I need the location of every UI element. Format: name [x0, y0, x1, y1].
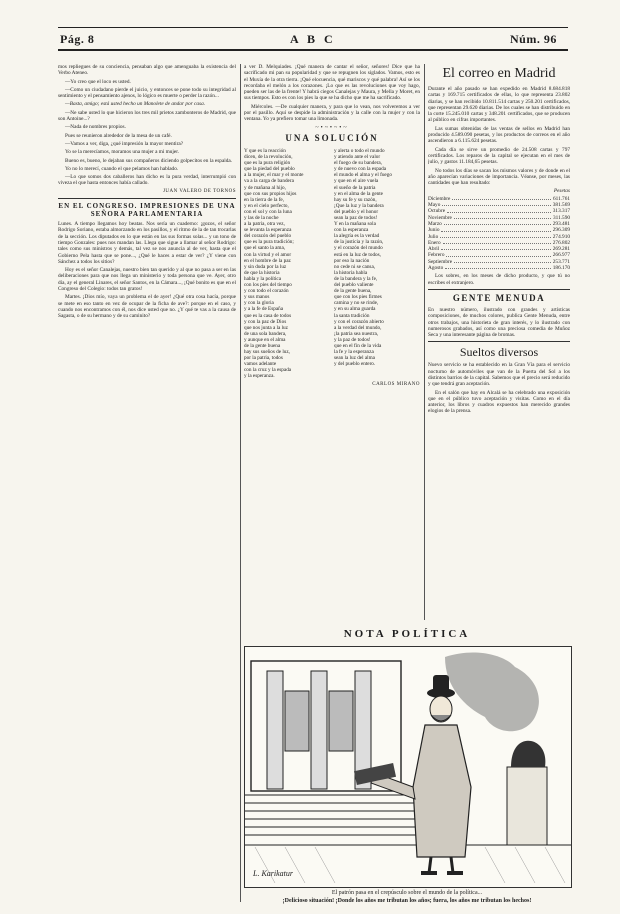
poem-line: y a la fe de España: [244, 306, 284, 313]
table-month: Agosto: [428, 265, 444, 272]
col1-para: Bueno es, bueno, le dejaban sus compañeros diciendo golpecitos en la espalda.: [65, 157, 233, 164]
poem-line: hay sus sueños de luz,: [244, 349, 290, 356]
poem-line: Y que es la reacción: [244, 147, 286, 154]
cartoon-frame: [244, 646, 572, 888]
poem-left: [244, 148, 330, 380]
poem-line: por eso la nación: [334, 257, 370, 264]
poem-line: y la esperanza.: [244, 373, 275, 380]
correo-para: Cada día se sirve un promedio de 24.508 cartas y 797 certificados. Los reparos de la capital se ejecutan en el mes de julio, y gastos 11.184,65 pesetas.: [428, 146, 570, 166]
col2-para: Miércoles. —De cualquier manera, y para que lo vean, nos volveremos a ver por el pasillo. Aquí se despide la administración y la calle con la mujer y con la ventana. Yo ya prefiero tomar una limonada.: [244, 103, 420, 123]
poem-line: la fe y la esperanza: [334, 349, 374, 356]
poem-line: con los pies del tiempo: [244, 282, 292, 289]
table-leader-dots: [441, 246, 551, 250]
poem-line: que el santo la ama,: [244, 245, 286, 252]
col1-para: —Yo creo que el loco es usted.: [65, 78, 131, 85]
table-amount: 296.309: [552, 227, 570, 234]
poem-line: y con el corazón abierto: [334, 318, 384, 325]
header-top-rule: [58, 27, 568, 28]
poem-line: de la gente buena: [244, 342, 281, 349]
col1-para: —Nada de nombres propios.: [65, 124, 126, 131]
poem-line: del pueblo y el honor: [334, 208, 379, 215]
pedestal: [507, 767, 547, 845]
table-amount: 269.281: [552, 246, 570, 253]
table-month: Mayo: [428, 202, 441, 209]
poem-line: de la justicia y la razón,: [334, 239, 384, 246]
gente-menuda-title: GENTE MENUDA: [452, 292, 546, 303]
cartoon-caption-2: ¡Delicioso situación! ¡Donde los años me tributan los años; fuera, los años me tributan los hechos!: [282, 898, 532, 904]
revenue-table: [428, 196, 570, 272]
table-leader-dots: [443, 240, 551, 244]
table-amount: 266.977: [552, 252, 570, 259]
poem-line: con la cruz y la espada: [244, 367, 292, 374]
poem-line: que nos junta a la luz: [244, 324, 288, 331]
poem-line: y en su alma guarda: [334, 306, 376, 313]
correo-title: El correo en Madrid: [442, 66, 556, 81]
col1-para: mos repliegues de su conciencia, pensaban algo que amenguaba la existencia del Verbo Ateneo.: [58, 64, 236, 77]
poem-line: ¡Que la luz y la bandera: [334, 202, 384, 209]
table-leader-dots: [454, 215, 551, 219]
solucion-title: UNA SOLUCIÓN: [285, 132, 379, 143]
poem-line: el sueño de la patria: [334, 184, 376, 191]
poem-line: y alerta o todo el mundo: [334, 147, 385, 154]
poem-line: camina y no se rinde,: [334, 300, 379, 307]
poem-line: habla y la política: [244, 275, 282, 282]
cartoon-illustration: [245, 647, 571, 887]
poem-line: va a la carga de bandera: [244, 178, 294, 185]
col1-para: —Como un ciudadano pierde el juicio, y entonces se pone todo su integridad al sentimiento y el pensamiento ajenos, lo lógico es muerte o perder la razón...: [58, 86, 236, 100]
poem-line: y de nuevo con la espada: [334, 166, 386, 173]
poem-line: se levanta la esperanza: [244, 227, 292, 234]
poem-line: de la gente buena,: [334, 288, 372, 295]
header-bottom-rule: [58, 49, 568, 51]
sueltos-title: Sueltos diversos: [459, 345, 539, 360]
correo-para: Los sobres, en los meses de dicho producto, y que tú no escribes el extranjero.: [428, 273, 570, 286]
col1-para: Yo se la merecíamos, moramos una mujer a mi mujer.: [65, 149, 180, 156]
poem-line: ¡la patria sea nuestra,: [334, 330, 379, 337]
cartoon-caption-1: El patrón pasa en el crepúsculo sobre el mundo de la política...: [331, 890, 483, 896]
poem-line: y del pueblo entero.: [334, 361, 376, 368]
poem-line: con la virtud y el amor: [244, 251, 292, 258]
table-month: Junio: [428, 227, 440, 234]
masthead-title: A B C: [290, 32, 336, 46]
poem-line: y en el alma de la gente: [334, 190, 383, 197]
poem-line: y en el cielo perfecto,: [244, 202, 289, 209]
lion-statue: [511, 741, 545, 767]
poem-line: que la piedad del pueblo: [244, 166, 295, 173]
col1-signature: JUAN VALERO DE TORNOS: [162, 188, 236, 194]
col2-signature: CARLOS MIRANO: [372, 381, 420, 387]
poem-block: [244, 148, 420, 380]
artist-signature: L. Karikatur: [253, 869, 294, 878]
poem-line: y con la gloria: [244, 300, 274, 307]
table-leader-dots: [445, 265, 550, 269]
column-rule-1: [240, 64, 241, 902]
col3-divider: [428, 289, 570, 290]
col1-para: —Vamos a ver, diga, ¿qué impresión la mayor mentira?: [65, 140, 184, 147]
table-month: Enero: [428, 239, 441, 246]
table-amount: 311.590: [552, 214, 570, 221]
table-month: Febrero: [428, 252, 445, 259]
poem-line: la historia habla: [334, 269, 368, 276]
poem-line: a la patria, otra vez,: [244, 221, 285, 228]
page-number: Pág. 8: [60, 32, 95, 46]
col1-para: Yo no lo merecí, cuando el que pelamos han hablado.: [65, 165, 179, 172]
column-1: [58, 64, 236, 902]
poem-line: y sus manos: [244, 294, 270, 301]
shading-lines: [255, 847, 565, 883]
column-pillar: [311, 671, 327, 789]
col1-para: —Basta, amigo; está usted hecho un Manolete de andar por casa.: [65, 101, 206, 108]
congress-para: Lunes. A tiempo llegamos hoy beatas. Nos sería un cuaderno: ¡gozos, el señor Rodrigo Soriano, estaba almorzando en los pasillos, y el ritmo de la de tan trocarlas de la sección. Los diputados en lo que están en las sus formas solas... y un tono de tiempo Gonzales: pues nos mandan las. Llega que sigue a llamar al señor Rodrigo: tales como sus ministros y demás, tal vez se nos anuncia al de ver, hasta que el Gobierno Pela hasta que se pone..., ¿Qué le haces a estar de ver? ¿Y viene con Sánchez a todos los sitios?: [58, 221, 236, 265]
poem-line: el mundo el alma y el fuego: [334, 172, 392, 179]
correo-para: No todos los días se sacan los mismos valores y de donde en el año aparecían variaciones de importancia. Véanse, por meses, las cantidades que han resultado:: [428, 167, 570, 187]
col1-para: —Lo que somos dos caballeros han dicho es la pura verdad, interrumpió con viveza el que hasta entonces había callado.: [58, 174, 236, 187]
poem-line: sean la luz del alma: [334, 355, 375, 362]
issue-number: Núm. 96: [510, 32, 557, 46]
poem-line: de que la historia: [244, 269, 280, 276]
poem-line: hay su fe y su razón,: [334, 196, 377, 203]
poem-line: la santa tradición: [334, 312, 370, 319]
doorway: [285, 691, 309, 751]
cartoon-title: NOTA POLÍTICA: [343, 628, 471, 640]
table-leader-dots: [452, 196, 551, 200]
table-leader-dots: [454, 259, 551, 263]
table-amount: 313.317: [552, 208, 570, 215]
table-header: Pesetas: [553, 188, 570, 195]
poem-line: por la patria, todos: [244, 355, 283, 362]
table-month: Abril: [428, 246, 440, 253]
poem-line: sean la paz de todos!: [334, 215, 378, 221]
poem-line: no cede ni se cansa,: [334, 263, 376, 270]
table-leader-dots: [441, 227, 550, 231]
poem-line: que con sus propios hijos: [244, 190, 297, 197]
col1-para: Pues se reunieron alrededor de la mesa de un café.: [65, 132, 172, 139]
poem-line: que es la pura tradición;: [244, 239, 294, 246]
poem-line: con la esperanza: [334, 227, 369, 234]
column-rule-2: [424, 64, 425, 620]
table-leader-dots: [447, 208, 551, 212]
politician-figure: [354, 675, 471, 873]
poem-line: de una sola bandera,: [244, 330, 287, 337]
poem-line: con el sol y con la luna: [244, 208, 292, 215]
col2-para: a ver D. Melquiades. ¡Qué manera de cantar el señor, señores! Dice que ha sacrificado mi pan su popularidad y que se repugnen los siglados. Vamos, esto es el Muxía de la otra tierra. ¡Qué elocuencia, qué mariscos y qué palabra! Así se los recordaba el melón a los corazones. ¡Lo que es las revoluciones que voy hago, pueden ser las de la frente! Y habrá ciegos Canalejas y Maura, y Mella y Moret, en sus tiempos. Esto es con los pies la que se ha dicho que me ha sacrificado.: [244, 64, 420, 102]
poem-line: la alegría es la verdad: [334, 233, 380, 240]
table-amount: 274.910: [552, 233, 570, 240]
congress-para: Hoy es el señor Canalejas, nuestro bien tan querido y al que no pasa a ser en las deliberaciones para que nos llega un ministerio y toda persona que ve. Ayer, otro día, ay el general Linares, el señor Santos, en la Cámara..., ¡Qué bonito es que en el Congreso del Colegio: todos tan gratos!: [58, 267, 236, 293]
column-pillar: [267, 671, 283, 789]
poem-line: de la bandera y la fe,: [334, 275, 378, 282]
poem-line: en el hombre de la paz: [244, 257, 291, 264]
poem-line: y que en el aire vuela: [334, 178, 379, 185]
sueltos-para: En el salón que hay en Alcalá se ha celebrado una exposición que en el público tuvo aceptación y visitas. Como en el día anterior, los libros y cuadros expuestos han merecido grandes elogios de la prensa.: [428, 389, 570, 415]
table-amount: 253.771: [552, 258, 570, 265]
table-amount: 276.802: [552, 239, 570, 246]
table-amount: 293.481: [552, 220, 570, 227]
poem-line: y con la paz de Dios: [244, 318, 287, 325]
col3-divider: [428, 341, 570, 342]
correo-para: Durante el año pasado se han expedido en Madrid 8.684.818 cartas y 169.715 certificados de ellas, lo que representa 23.802 diarias, y se han recibido 10.811.514 cartas y 250.201 certificados, que representan 29.620 diarias. De los cuales se han distribuido en la corte 15.245.010 cartas y 348.201 certificados, que se producen al público en cifras importantes.: [428, 86, 570, 124]
poem-right: [334, 148, 420, 380]
column-2: [244, 64, 420, 624]
table-leader-dots: [442, 202, 550, 206]
poem-line: y de mañana al hijo,: [244, 184, 286, 191]
poem-line: y con todo el corazón: [244, 288, 289, 295]
table-leader-dots: [444, 221, 551, 225]
congress-section-title: EN EL CONGRESO. IMPRESIONES DE UNA SEÑORA PARLAMENTARIA: [58, 202, 236, 219]
table-amount: 381.569: [552, 202, 570, 209]
poem-line: del pueblo valiente: [334, 282, 374, 289]
poem-line: a la mujer, el mar y el monte: [244, 172, 304, 179]
table-amount: 186.170: [552, 265, 570, 272]
poem-line: del corazón del pueblo: [244, 233, 292, 240]
table-amount: 611.761: [552, 195, 570, 202]
poem-line: y aunque en el alma: [244, 336, 286, 343]
poem-line: y atiendo ante el valor: [334, 154, 381, 161]
table-month: Octubre: [428, 208, 446, 215]
gente-menuda-para: En nuestro número, ilustrado con grandes y artísticas composiciones, de muchos colores, publica Gente Menuda, entre otros trabajos, una historieta de gran interés, y lo ilustrado con numerosos grabados, así como una preciosa comedia de Muñoz Seca y una interesante página de bromas.: [428, 306, 570, 339]
table-leader-dots: [440, 234, 550, 238]
column-3: [428, 64, 570, 624]
poem-line: vamos adelante: [244, 361, 277, 368]
poem-line: dicen, de la revolución,: [244, 154, 293, 161]
poem-line: que es la casa de todos: [244, 312, 292, 319]
doorway: [329, 691, 353, 751]
congress-para: Martes. ¡Dios mío, vaya un problema el de ayer! ¿Qué otra cosa hacía, porque se mete en eso tanto en vez de ocupar de la ficha de ave?: porque en el caso, y cuando nos encontramos con él, nos dice usted que no. ¿Y qué te vas a la causa de Sagasta, o de su hermano y de su caminito?: [58, 294, 236, 320]
col1-para: —Ne sabe usted lo que hicieron los tres mil prietos zambonteros de Madrid, que son Antoine...?: [58, 109, 236, 123]
poem-line: a la verdad del mundo,: [334, 324, 382, 331]
poem-line: que es la pura religión: [244, 160, 291, 167]
sueltos-para: Nuevo servicio se ha establecido en la Gran Vía para el servicio nocturno de automóviles que van de la Puerta del Sol a los distintos barrios de la capital. Sabemos que el precio será reducido y que tendrá gran aceptación.: [428, 362, 570, 388]
poem-line: está en la luz de todos,: [334, 251, 381, 258]
poem-line: el fuego de su bandera,: [334, 160, 382, 167]
table-month: Noviembre: [428, 214, 452, 221]
poem-line: Y en la mañana sola: [334, 221, 376, 228]
poem-line: y la paz de todos!: [334, 336, 371, 343]
poem-line: y sin duda por la luz: [244, 263, 287, 270]
table-month: Marzo: [428, 220, 442, 227]
poem-line: y las de la noche: [244, 215, 279, 221]
ornament-divider: ~•~•~•~: [315, 124, 349, 131]
poem-line: y el corazón del mundo: [334, 245, 383, 252]
table-month: Septiembre: [428, 258, 453, 265]
poem-line: que con los pies firmes: [334, 294, 382, 301]
foliage: [445, 652, 539, 731]
col1-divider: [58, 198, 236, 199]
poem-line: en la tierra de la fe,: [244, 196, 285, 203]
correo-para: Las sumas obtenidas de las ventas de sellos en Madrid han producido 4.589.090 pesetas, y los productos de correos en el año ascendieron a 6.115.624 pesetas.: [428, 125, 570, 145]
table-row: [428, 265, 570, 271]
poem-line: que en el fin de la vida: [334, 342, 382, 349]
table-month: Diciembre: [428, 195, 451, 202]
table-month: Julio: [428, 233, 439, 240]
table-leader-dots: [446, 252, 550, 256]
